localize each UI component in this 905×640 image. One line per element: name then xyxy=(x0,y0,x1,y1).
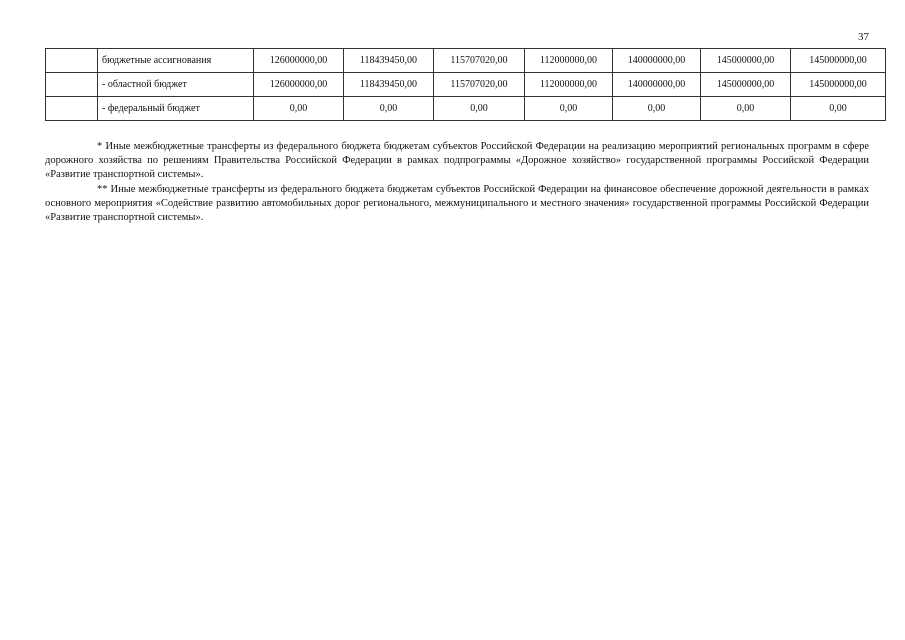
value-cell: 112000000,00 xyxy=(525,73,613,97)
table-row xyxy=(46,49,886,73)
value-cell: 115707020,00 xyxy=(434,73,525,97)
budget-table xyxy=(45,48,886,121)
value-cell: 118439450,00 xyxy=(344,49,434,73)
row-label: - областной бюджет xyxy=(98,73,254,97)
value-cell: 0,00 xyxy=(613,97,701,121)
value-cell: 145000000,00 xyxy=(791,73,886,97)
row-label: - федеральный бюджет xyxy=(98,97,254,121)
value-cell: 145000000,00 xyxy=(791,49,886,73)
value-cell: 140000000,00 xyxy=(613,73,701,97)
value-cell: 145000000,00 xyxy=(701,73,791,97)
empty-cell xyxy=(46,97,98,121)
value-cell: 140000000,00 xyxy=(613,49,701,73)
value-cell: 0,00 xyxy=(701,97,791,121)
footnote: ** Иные межбюджетные трансферты из федерального бюджета бюджетам субъектов Российской Федерации на финансовое обеспечение дорожной деятельности в рамках основного мероприятия «Содействие развитию автомобильных дорог регионального, межмуниципального и местного значения» государственной программы Российской Федерации «Развитие транспортной системы». xyxy=(45,183,869,224)
table-row xyxy=(46,97,886,121)
value-cell: 145000000,00 xyxy=(701,49,791,73)
page-number: 37 xyxy=(858,31,869,43)
value-cell: 0,00 xyxy=(434,97,525,121)
value-cell: 126000000,00 xyxy=(254,49,344,73)
value-cell: 118439450,00 xyxy=(344,73,434,97)
row-label: бюджетные ассигнования xyxy=(98,49,254,73)
value-cell: 0,00 xyxy=(254,97,344,121)
value-cell: 115707020,00 xyxy=(434,49,525,73)
value-cell: 112000000,00 xyxy=(525,49,613,73)
value-cell: 0,00 xyxy=(344,97,434,121)
value-cell: 0,00 xyxy=(791,97,886,121)
empty-cell xyxy=(46,49,98,73)
empty-cell xyxy=(46,73,98,97)
table-row xyxy=(46,73,886,97)
value-cell: 0,00 xyxy=(525,97,613,121)
value-cell: 126000000,00 xyxy=(254,73,344,97)
footnotes xyxy=(45,140,869,225)
footnote: * Иные межбюджетные трансферты из федерального бюджета бюджетам субъектов Российской Федерации на реализацию мероприятий региональных программ в сфере дорожного хозяйства по решениям Правительства Российской Федерации в рамках подпрограммы «Дорожное хозяйство» государственной программы Российской Федерации «Развитие транспортной системы». xyxy=(45,141,869,181)
